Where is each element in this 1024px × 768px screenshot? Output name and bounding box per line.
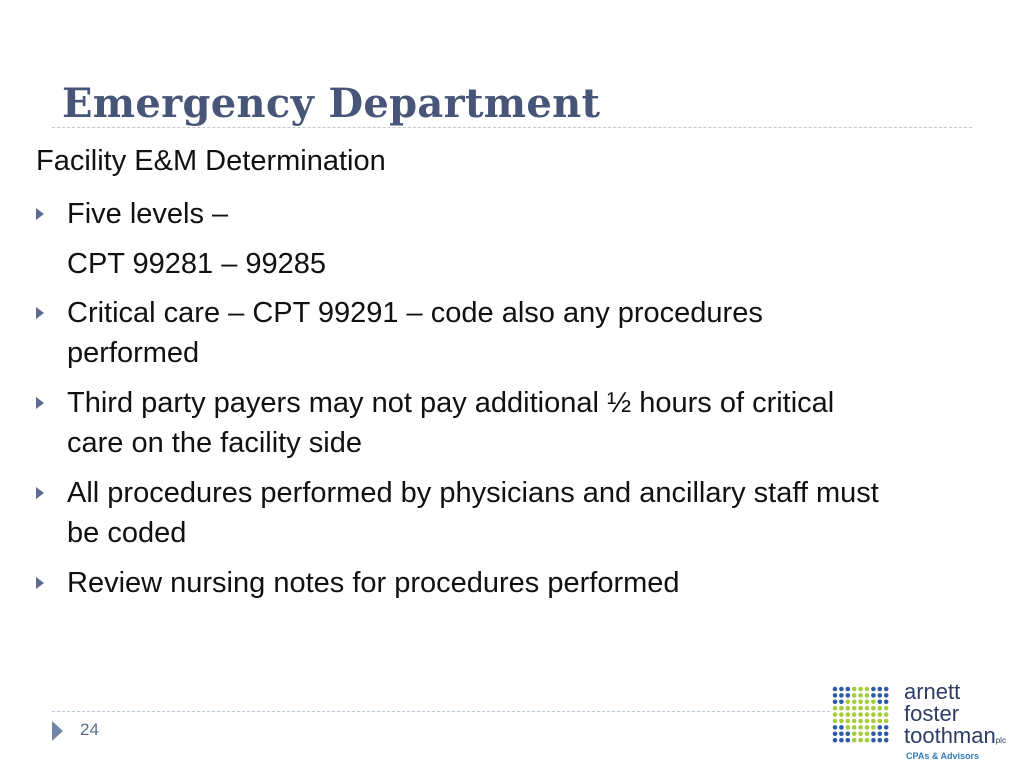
logo-dot <box>852 732 857 737</box>
logo-dot <box>833 693 838 698</box>
bullet-third-party: Third party payers may not pay additional ½ hours of critical care on the facility side <box>67 387 835 459</box>
logo-dot <box>852 712 857 717</box>
logo-dot <box>833 719 838 724</box>
logo-dot <box>858 719 863 724</box>
bullet-arrow-icon <box>36 307 44 319</box>
logo-dot <box>884 687 889 692</box>
logo-dot <box>884 693 889 698</box>
logo-dot <box>878 738 883 743</box>
dot-grid-logo-icon <box>832 686 890 748</box>
logo-dot <box>852 687 857 692</box>
logo-dot <box>858 687 863 692</box>
logo-dot <box>846 700 851 705</box>
page-number: 24 <box>80 720 99 739</box>
logo-dot <box>878 725 883 730</box>
logo-line <box>904 725 1006 752</box>
logo-dot <box>871 687 876 692</box>
logo-dot <box>852 719 857 724</box>
logo-dot <box>833 725 838 730</box>
logo-dot <box>871 693 876 698</box>
logo-dot <box>833 712 838 717</box>
logo-dot <box>833 700 838 705</box>
slide-subtitle: Facility E&M Determination <box>36 145 386 177</box>
logo-dot <box>858 712 863 717</box>
logo-dot <box>865 712 870 717</box>
logo-dot <box>846 719 851 724</box>
logo-dot <box>846 725 851 730</box>
logo-dot <box>858 700 863 705</box>
logo-dot <box>878 732 883 737</box>
logo-dot <box>865 706 870 711</box>
logo-dot <box>884 732 889 737</box>
logo-line: foster <box>904 701 960 726</box>
logo-dot <box>871 725 876 730</box>
logo-dot <box>878 712 883 717</box>
footer-divider <box>52 711 830 712</box>
logo-dot <box>878 700 883 705</box>
logo-dot <box>839 725 844 730</box>
logo-dot <box>865 738 870 743</box>
logo-dot <box>839 732 844 737</box>
bullet-line: Five levels – <box>67 198 229 230</box>
logo-dot <box>871 700 876 705</box>
logo-line-name: toothman <box>904 723 996 748</box>
logo-dot <box>839 706 844 711</box>
bullet-critical-care: Critical care – CPT 99291 – code also any procedures performed <box>67 297 763 369</box>
logo-dot <box>884 706 889 711</box>
logo-dot <box>878 706 883 711</box>
logo-dot <box>871 732 876 737</box>
logo-dot <box>871 706 876 711</box>
logo-dot <box>884 719 889 724</box>
logo-suffix: plc <box>995 736 1006 745</box>
logo-tagline: CPAs & Advisors <box>906 751 980 761</box>
logo-dot <box>852 706 857 711</box>
logo-dot <box>871 738 876 743</box>
logo-dot <box>839 738 844 743</box>
logo-dot <box>884 712 889 717</box>
logo-dot <box>865 719 870 724</box>
logo-dot <box>839 712 844 717</box>
bullet-five-levels <box>67 194 897 284</box>
logo-dot <box>865 725 870 730</box>
footer-arrow-icon <box>52 721 63 741</box>
title-divider <box>52 127 972 128</box>
logo-dot <box>846 712 851 717</box>
logo-dot <box>858 732 863 737</box>
bullet-arrow-icon <box>36 487 44 499</box>
logo-dot <box>839 693 844 698</box>
logo-dot <box>858 706 863 711</box>
logo-dot <box>865 693 870 698</box>
logo-dot <box>852 725 857 730</box>
logo-dot <box>858 725 863 730</box>
logo-dot <box>884 700 889 705</box>
logo-dot <box>852 738 857 743</box>
logo-dot <box>846 687 851 692</box>
logo-dot <box>846 732 851 737</box>
logo-dot <box>878 719 883 724</box>
logo-line: arnett <box>904 679 961 704</box>
logo-dot <box>839 700 844 705</box>
logo-dot <box>884 738 889 743</box>
bullet-review-notes: Review nursing notes for procedures performed <box>67 567 680 599</box>
logo-dot <box>833 732 838 737</box>
bullet-arrow-icon <box>36 397 44 409</box>
bullet-arrow-icon <box>36 208 44 220</box>
logo-dot <box>846 706 851 711</box>
logo-dot <box>833 687 838 692</box>
company-logo-text <box>904 681 1006 752</box>
bullet-all-procedures: All procedures performed by physicians and ancillary staff must be coded <box>67 477 879 549</box>
logo-dot <box>871 712 876 717</box>
logo-dot <box>871 719 876 724</box>
logo-dot <box>884 725 889 730</box>
slide-title: Emergency Department <box>62 80 601 127</box>
bullet-line: CPT 99281 – 99285 <box>67 248 327 280</box>
logo-dot <box>865 700 870 705</box>
logo-dot <box>865 687 870 692</box>
logo-dot <box>852 700 857 705</box>
logo-dot <box>839 719 844 724</box>
logo-dot <box>878 687 883 692</box>
bullet-arrow-icon <box>36 577 44 589</box>
logo-dot <box>833 738 838 743</box>
logo-dot <box>858 693 863 698</box>
logo-dot <box>839 687 844 692</box>
logo-dot <box>846 738 851 743</box>
logo-dot <box>846 693 851 698</box>
logo-dot <box>858 738 863 743</box>
logo-dot <box>865 732 870 737</box>
logo-dot <box>852 693 857 698</box>
logo-dot <box>833 706 838 711</box>
logo-dot <box>878 693 883 698</box>
